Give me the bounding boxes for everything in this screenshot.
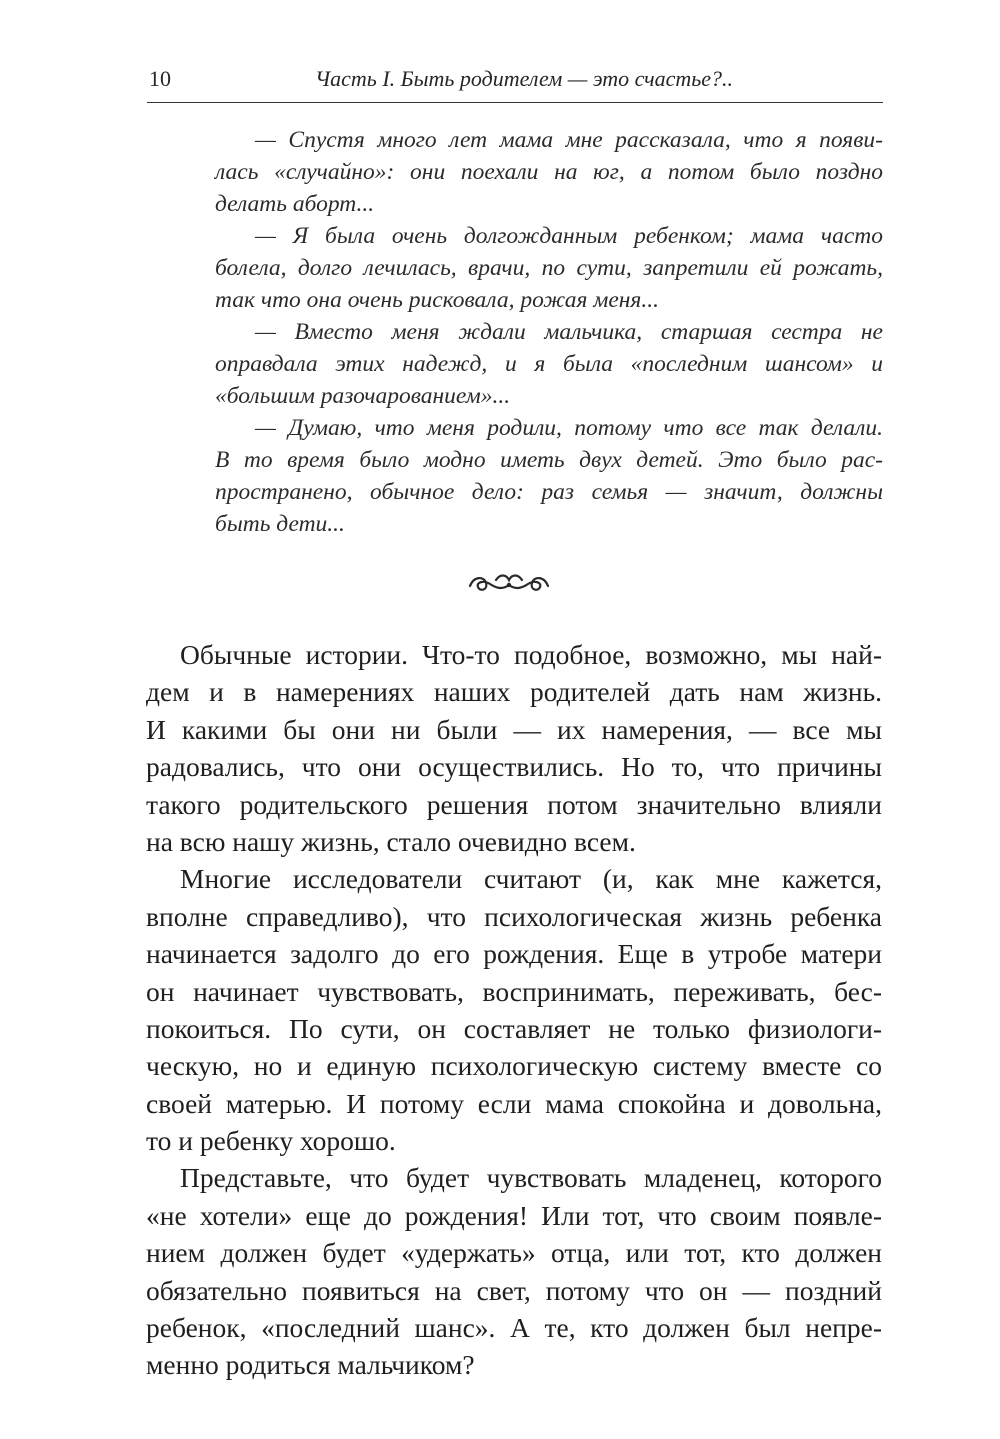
quote-line: — Думаю, что меня родили, потому что все так делали. [255,415,883,441]
body-line: такого родительского решения потом значительно влияли [146,788,882,820]
body-line: то и ребенку хорошо. [146,1125,396,1157]
quote-line: — Я была очень долгожданным ребенком; мама часто [255,223,883,249]
body-line: Представьте, что будет чувствовать младенец, которого [180,1162,882,1194]
quote-line: оправдала этих надежд, и я была «последним шансом» и [215,351,883,377]
quote-line: «большим разочарованием»... [215,383,511,409]
body-line: нием должен будет «удержать» отца, или тот, кто должен [146,1237,882,1269]
quote-block [215,124,883,540]
quote-line: — Вместо меня ждали мальчика, старшая сестра не [255,319,883,345]
body-line: радовались, что они осуществились. Но то, что причины [146,751,882,783]
body-line: дем и в намерениях наших родителей дать нам жизнь. [146,676,882,708]
body-line: покоиться. По сути, он составляет не только физиологи- [146,1012,882,1044]
body-line: ческую, но и единую психологическую систему вместе со [146,1050,882,1082]
quote-line: быть дети... [215,511,345,537]
quote-line: пространено, обычное дело: раз семья — значит, должны [215,479,883,505]
body-line: начинается задолго до его рождения. Еще в утробе матери [146,938,882,970]
flourish-ornament-icon [466,568,552,598]
quote-line: болела, долго лечилась, врачи, по сути, запретили ей рожать, [215,255,883,281]
quote-line: — Спустя много лет мама мне рассказала, что я появи- [255,127,883,153]
quote-line: делать аборт... [215,191,375,217]
body-line: Обычные истории. Что-то подобное, возможно, мы най- [180,639,882,670]
body-line: ребенок, «последний шанс». А те, кто должен был непре- [146,1312,882,1344]
body-line: вполне справедливо), что психологическая жизнь ребенка [146,900,882,932]
body-line: своей матерью. И потому если мама спокойна и довольна, [146,1087,882,1119]
quote-line: так что она очень рисковала, рожая меня... [215,287,659,313]
body-line: Многие исследователи считают (и, как мне кажется, [180,863,882,895]
body-line: «не хотели» еще до рождения! Или тот, что своим появле- [146,1199,882,1231]
body-line: менно родиться мальчиком? [146,1349,475,1381]
running-title: Часть I. Быть родителем — это счастье?.. [315,66,734,91]
quote-line: В то время было модно иметь двух детей. Это было рас- [215,447,883,473]
quote-line: лась «случайно»: они поехали на юг, а потом было поздно [215,159,883,185]
body-text [146,636,882,1384]
body-line: на всю нашу жизнь, стало очевидно всем. [146,825,636,857]
page-number: 10 [149,66,171,91]
running-head [147,62,883,103]
body-line: он начинает чувствовать, воспринимать, переживать, бес- [146,975,882,1007]
body-line: И какими бы они ни были — их намерения, — все мы [146,713,882,745]
body-line: обязательно появиться на свет, потому что он — поздний [146,1274,882,1306]
